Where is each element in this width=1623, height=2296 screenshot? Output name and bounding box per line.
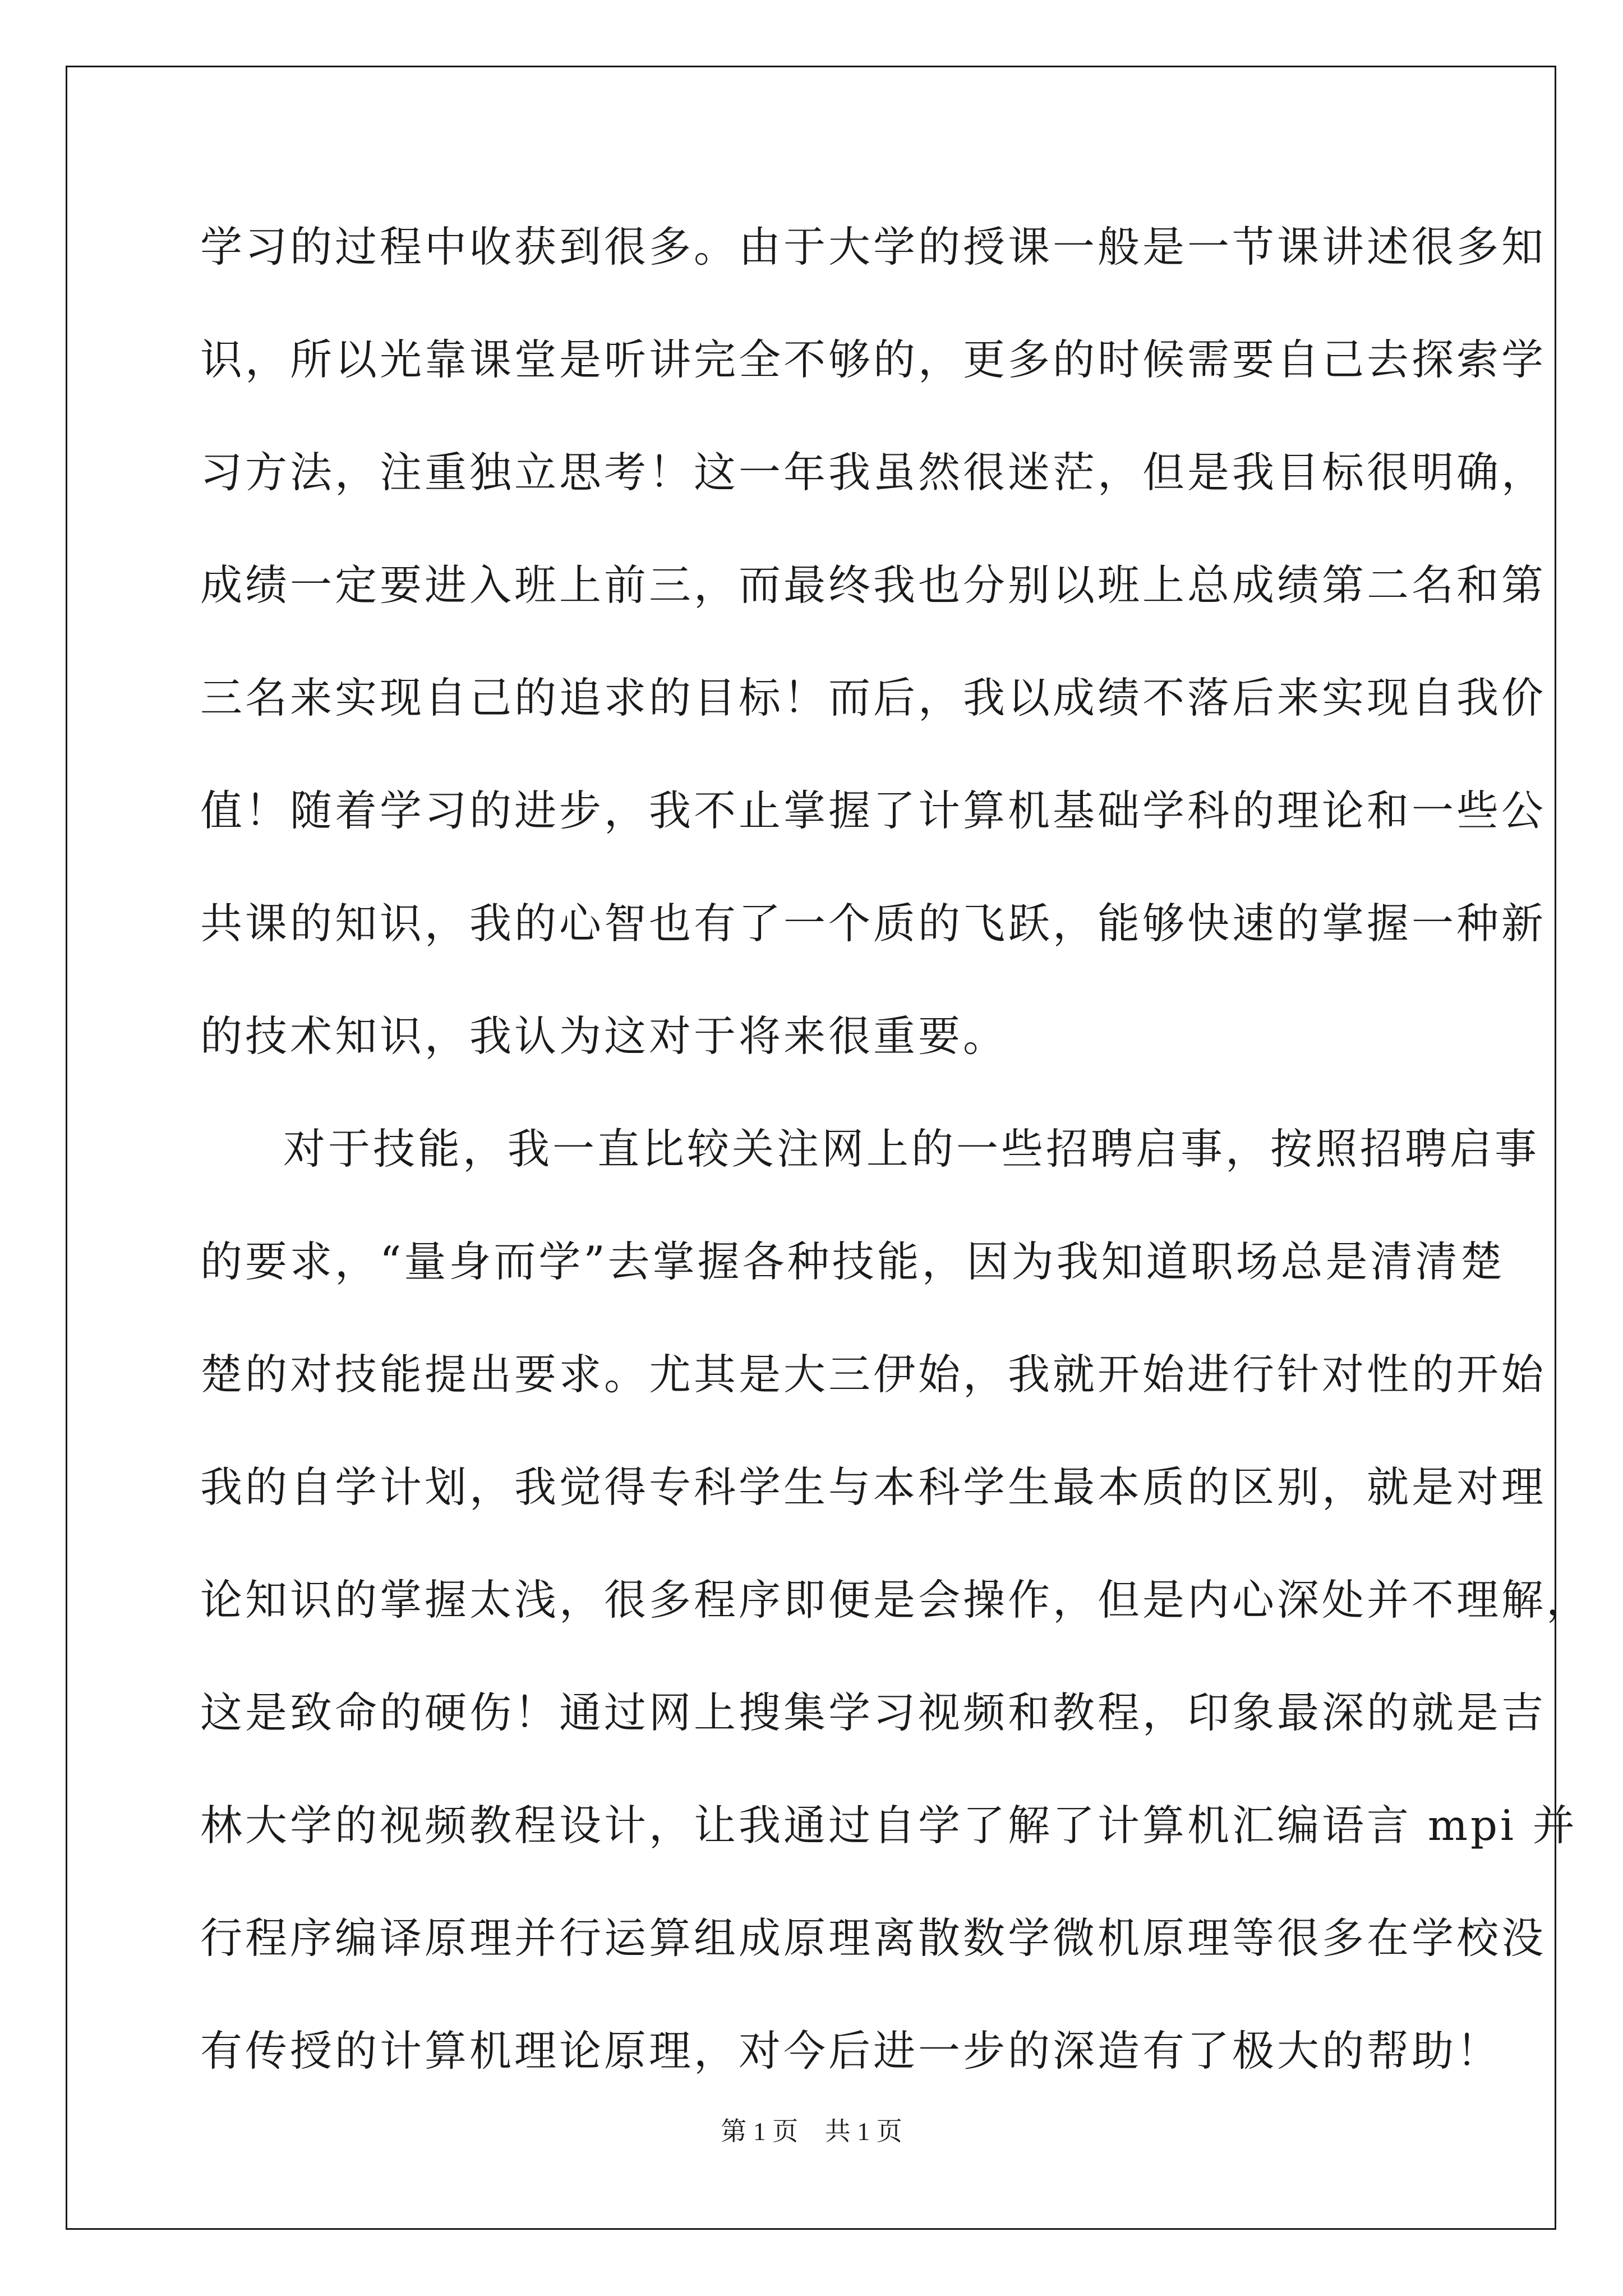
text-line: 行程序编译原理并行运算组成原理离散数学微机原理等很多在学校没 <box>200 1913 1547 1963</box>
text-line: 习方法，注重独立思考！这一年我虽然很迷茫，但是我目标很明确， <box>200 448 1547 497</box>
text-line: 学习的过程中收获到很多。由于大学的授课一般是一节课讲述很多知 <box>200 222 1547 272</box>
page-total: 共 1 页 <box>824 2117 902 2146</box>
text-line: 有传授的计算机理论原理，对今后进一步的深造有了极大的帮助！ <box>200 2026 1502 2076</box>
text-line: 共课的知识，我的心智也有了一个质的飞跃，能够快速的掌握一种新 <box>200 899 1547 948</box>
text-line: 成绩一定要进入班上前三，而最终我也分别以班上总成绩第二名和第 <box>200 560 1547 610</box>
text-line: 林大学的视频教程设计，让我通过自学了解了计算机汇编语言 mpi 并 <box>200 1801 1578 1850</box>
text-line: 楚的对技能提出要求。尤其是大三伊始，我就开始进行针对性的开始 <box>200 1350 1547 1399</box>
document-body <box>200 213 1592 2130</box>
text-line: 的技术知识，我认为这对于将来很重要。 <box>200 1011 1008 1061</box>
text-line: 对于技能，我一直比较关注网上的一些招聘启事，按照招聘启事 <box>283 1124 1540 1174</box>
page-number: 第 1 页 <box>721 2117 799 2146</box>
paragraph-2 <box>200 1115 1592 2130</box>
text-line: 论知识的掌握太浅，很多程序即便是会操作，但是内心深处并不理解， <box>200 1575 1592 1625</box>
page-footer <box>0 2115 1623 2148</box>
text-line: 我的自学计划，我觉得专科学生与本科学生最本质的区别，就是对理 <box>200 1462 1547 1512</box>
text-line: 三名来实现自己的追求的目标！而后，我以成绩不落后来实现自我价 <box>200 673 1547 723</box>
text-line: 这是致命的硬伤！通过网上搜集学习视频和教程，印象最深的就是吉 <box>200 1688 1547 1737</box>
text-line: 识，所以光靠课堂是听讲完全不够的，更多的时候需要自己去探索学 <box>200 335 1547 384</box>
text-line: 的要求，“量身而学”去掌握各种技能，因为我知道职场总是清清楚 <box>200 1237 1505 1286</box>
text-line: 值！随着学习的进步，我不止掌握了计算机基础学科的理论和一些公 <box>200 786 1547 835</box>
paragraph-1 <box>200 213 1547 1115</box>
